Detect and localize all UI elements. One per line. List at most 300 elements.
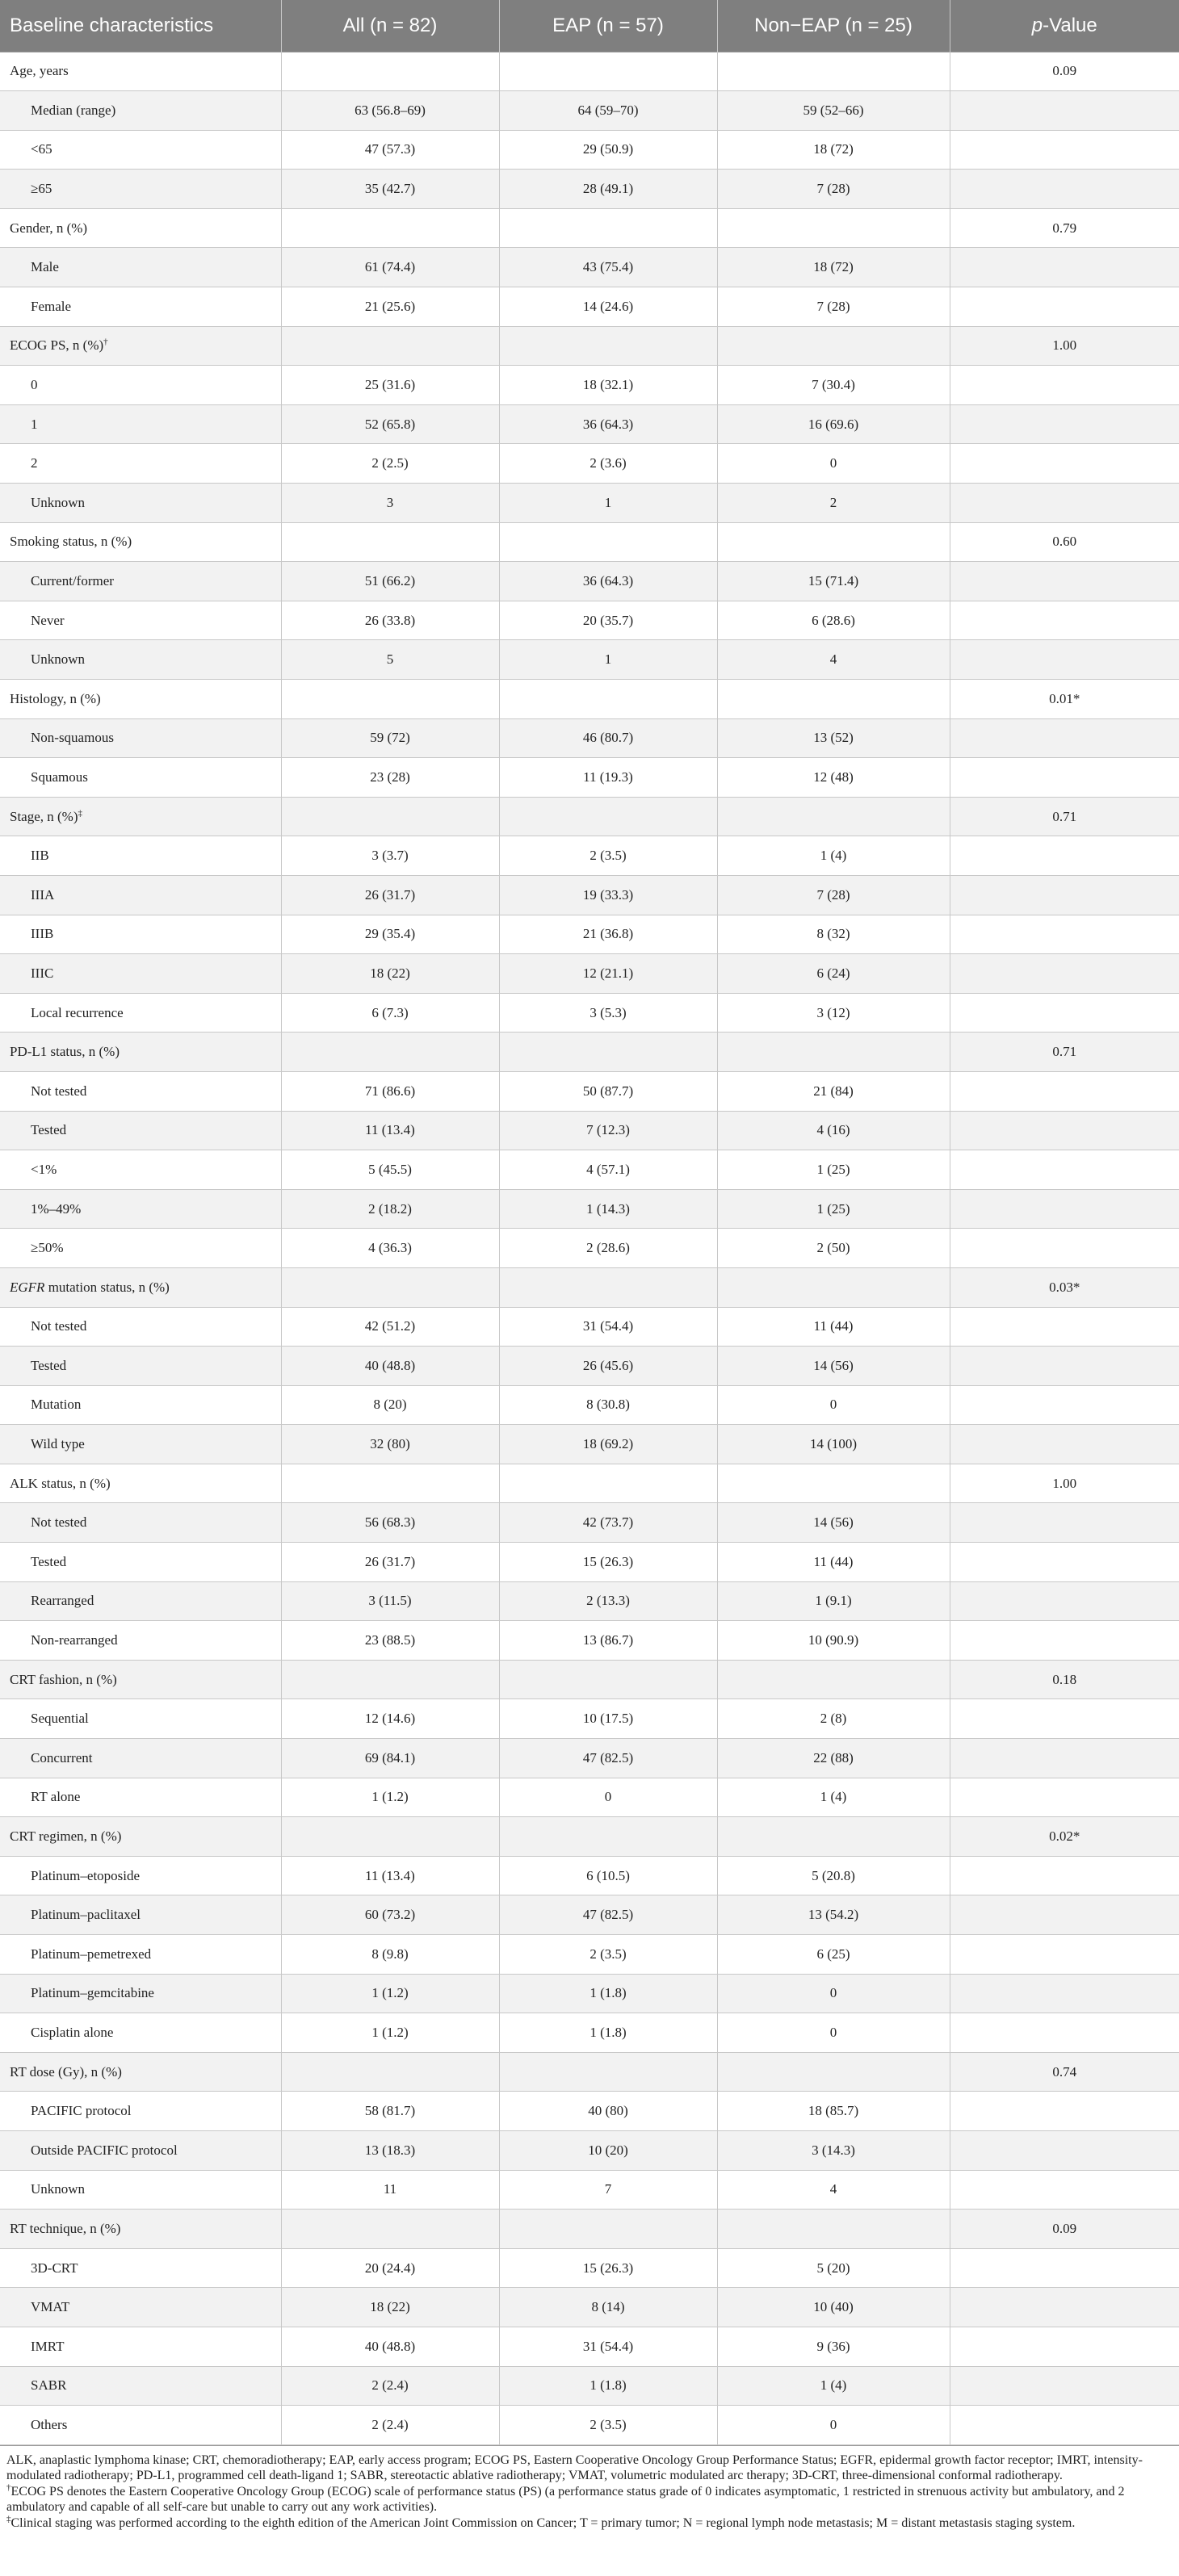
all-cell	[281, 1660, 499, 1699]
label-text: Mutation	[31, 1397, 82, 1413]
p-value-cell	[950, 1307, 1179, 1347]
all-cell: 23 (88.5)	[281, 1621, 499, 1661]
all-cell: 26 (31.7)	[281, 1543, 499, 1582]
eap-cell: 31 (54.4)	[499, 1307, 717, 1347]
label-text: Unknown	[31, 2181, 86, 2197]
row-label-cell	[0, 1935, 281, 1975]
all-cell: 11	[281, 2170, 499, 2209]
label-text: Tested	[31, 1553, 67, 1569]
eap-cell	[499, 1817, 717, 1857]
all-cell	[281, 1267, 499, 1307]
p-value-cell	[950, 2406, 1179, 2445]
table-group-row	[0, 680, 1179, 719]
all-cell: 2 (18.2)	[281, 1189, 499, 1229]
row-label-cell	[0, 758, 281, 798]
row-label-cell	[0, 836, 281, 876]
table-row	[0, 601, 1179, 640]
eap-cell: 0	[499, 1778, 717, 1817]
eap-cell: 2 (28.6)	[499, 1229, 717, 1268]
row-label-cell	[0, 915, 281, 954]
p-value-cell	[950, 954, 1179, 994]
eap-cell	[499, 2052, 717, 2092]
label-text: IIIC	[31, 965, 54, 981]
non-eap-cell: 2 (50)	[717, 1229, 950, 1268]
row-label-cell	[0, 444, 281, 484]
table-row	[0, 1778, 1179, 1817]
non-eap-cell: 14 (100)	[717, 1425, 950, 1464]
group-label-cell	[0, 326, 281, 366]
eap-cell: 11 (19.3)	[499, 758, 717, 798]
p-value-cell	[950, 287, 1179, 327]
table-group-row	[0, 326, 1179, 366]
row-label-cell	[0, 1189, 281, 1229]
all-cell: 1 (1.2)	[281, 1974, 499, 2013]
footnote-staging-text: Clinical staging was performed according to the eighth edition of the American Joint Commission on Cancer; T = primary tumor; N = regional lymph node metastasis; M = distant metastasis staging system.	[10, 2515, 1076, 2530]
header-row	[0, 0, 1179, 52]
table-row	[0, 1071, 1179, 1111]
label-text: ≥50%	[31, 1240, 64, 1256]
row-label-cell	[0, 366, 281, 405]
header-p-italic: p	[1031, 14, 1043, 36]
table-row	[0, 2170, 1179, 2209]
table-row	[0, 758, 1179, 798]
all-cell: 8 (9.8)	[281, 1935, 499, 1975]
all-cell: 11 (13.4)	[281, 1111, 499, 1150]
table-row	[0, 2248, 1179, 2288]
eap-cell	[499, 1267, 717, 1307]
non-eap-cell	[717, 1660, 950, 1699]
table-row	[0, 444, 1179, 484]
label-text: IIIA	[31, 886, 55, 903]
table-row	[0, 91, 1179, 131]
label-text: Unknown	[31, 651, 86, 668]
label-text: <65	[31, 141, 52, 157]
p-value-cell	[950, 1621, 1179, 1661]
all-cell	[281, 2209, 499, 2249]
group-label-cell	[0, 1032, 281, 1072]
eap-cell: 18 (32.1)	[499, 366, 717, 405]
p-value-cell	[950, 836, 1179, 876]
p-value-cell	[950, 1581, 1179, 1621]
eap-cell: 1 (1.8)	[499, 1974, 717, 2013]
p-value-cell	[950, 2248, 1179, 2288]
all-cell	[281, 52, 499, 91]
group-label-cell	[0, 522, 281, 562]
table-row	[0, 1347, 1179, 1386]
eap-cell: 46 (80.7)	[499, 718, 717, 758]
label-text: Platinum–etoposide	[31, 1867, 141, 1883]
label-text: Platinum–paclitaxel	[31, 1907, 141, 1923]
non-eap-cell: 1 (4)	[717, 2366, 950, 2406]
all-cell: 3 (11.5)	[281, 1581, 499, 1621]
non-eap-cell: 21 (84)	[717, 1071, 950, 1111]
all-cell: 13 (18.3)	[281, 2130, 499, 2170]
label-text: Age, years	[10, 63, 69, 79]
footnote-marker: ‡	[78, 807, 83, 818]
non-eap-cell: 16 (69.6)	[717, 404, 950, 444]
eap-cell: 1 (1.8)	[499, 2366, 717, 2406]
label-text: Non-rearranged	[31, 1632, 118, 1648]
eap-cell	[499, 1464, 717, 1503]
all-cell: 26 (31.7)	[281, 875, 499, 915]
eap-cell: 1	[499, 640, 717, 680]
p-value-cell	[950, 2130, 1179, 2170]
label-text: ALK status, n (%)	[10, 1475, 111, 1491]
non-eap-cell: 7 (28)	[717, 287, 950, 327]
all-cell	[281, 2052, 499, 2092]
group-label-cell	[0, 1464, 281, 1503]
non-eap-cell: 11 (44)	[717, 1307, 950, 1347]
label-text: Stage, n (%)	[10, 808, 78, 824]
all-cell: 61 (74.4)	[281, 248, 499, 287]
label-text: Histology, n (%)	[10, 690, 101, 706]
table-group-row	[0, 797, 1179, 836]
non-eap-cell: 6 (24)	[717, 954, 950, 994]
footnote-ddagger-mark: ‡	[6, 2514, 11, 2524]
table-group-row	[0, 52, 1179, 91]
p-value-cell	[950, 1974, 1179, 2013]
all-cell: 18 (22)	[281, 954, 499, 994]
eap-cell: 8 (30.8)	[499, 1385, 717, 1425]
label-text: Male	[31, 259, 59, 275]
all-cell: 35 (42.7)	[281, 170, 499, 209]
eap-cell: 47 (82.5)	[499, 1739, 717, 1778]
all-cell: 32 (80)	[281, 1425, 499, 1464]
p-value-cell: 1.00	[950, 1464, 1179, 1503]
non-eap-cell: 6 (28.6)	[717, 601, 950, 640]
non-eap-cell: 5 (20.8)	[717, 1856, 950, 1895]
eap-cell: 15 (26.3)	[499, 1543, 717, 1582]
eap-cell: 7 (12.3)	[499, 1111, 717, 1150]
non-eap-cell: 8 (32)	[717, 915, 950, 954]
label-text: IIIB	[31, 926, 54, 942]
label-text: 1	[31, 416, 38, 432]
non-eap-cell: 4	[717, 640, 950, 680]
p-value-cell	[950, 1111, 1179, 1150]
non-eap-cell: 9 (36)	[717, 2327, 950, 2366]
non-eap-cell: 2 (8)	[717, 1699, 950, 1739]
non-eap-cell: 15 (71.4)	[717, 562, 950, 601]
p-value-cell	[950, 170, 1179, 209]
eap-cell: 26 (45.6)	[499, 1347, 717, 1386]
table-group-row	[0, 1032, 1179, 1072]
label-text: 1%–49%	[31, 1200, 82, 1217]
non-eap-cell: 22 (88)	[717, 1739, 950, 1778]
label-text: Median (range)	[31, 102, 116, 118]
row-label-cell	[0, 954, 281, 994]
p-value-cell	[950, 2288, 1179, 2327]
table-row	[0, 484, 1179, 523]
eap-cell: 4 (57.1)	[499, 1150, 717, 1190]
eap-cell: 28 (49.1)	[499, 170, 717, 209]
table-row	[0, 2092, 1179, 2131]
group-label-cell	[0, 1817, 281, 1857]
p-value-cell	[950, 915, 1179, 954]
row-label-cell	[0, 1895, 281, 1935]
table-row	[0, 1543, 1179, 1582]
table-row	[0, 1895, 1179, 1935]
p-value-cell	[950, 1739, 1179, 1778]
eap-cell: 20 (35.7)	[499, 601, 717, 640]
label-text: RT technique, n (%)	[10, 2220, 121, 2236]
eap-cell: 21 (36.8)	[499, 915, 717, 954]
row-label-cell	[0, 2248, 281, 2288]
non-eap-cell: 2	[717, 484, 950, 523]
all-cell	[281, 797, 499, 836]
label-text: Wild type	[31, 1436, 85, 1452]
eap-cell: 1	[499, 484, 717, 523]
eap-cell: 2 (3.5)	[499, 836, 717, 876]
table-group-row	[0, 522, 1179, 562]
non-eap-cell: 14 (56)	[717, 1503, 950, 1543]
eap-cell: 8 (14)	[499, 2288, 717, 2327]
row-label-cell	[0, 875, 281, 915]
table-row	[0, 562, 1179, 601]
eap-cell: 42 (73.7)	[499, 1503, 717, 1543]
table-row	[0, 1229, 1179, 1268]
label-text: PD-L1 status, n (%)	[10, 1044, 120, 1060]
non-eap-cell: 12 (48)	[717, 758, 950, 798]
p-value-cell	[950, 2366, 1179, 2406]
all-cell: 4 (36.3)	[281, 1229, 499, 1268]
eap-cell: 40 (80)	[499, 2092, 717, 2131]
non-eap-cell: 13 (52)	[717, 718, 950, 758]
footnote-marker: †	[103, 337, 108, 347]
eap-cell: 6 (10.5)	[499, 1856, 717, 1895]
label-text: mutation status, n (%)	[44, 1279, 170, 1295]
eap-cell: 47 (82.5)	[499, 1895, 717, 1935]
non-eap-cell	[717, 1032, 950, 1072]
all-cell	[281, 1032, 499, 1072]
row-label-cell	[0, 1581, 281, 1621]
p-value-cell: 0.60	[950, 522, 1179, 562]
all-cell	[281, 680, 499, 719]
non-eap-cell: 6 (25)	[717, 1935, 950, 1975]
non-eap-cell: 4	[717, 2170, 950, 2209]
p-value-cell: 0.74	[950, 2052, 1179, 2092]
eap-cell	[499, 208, 717, 248]
label-text: Squamous	[31, 769, 88, 785]
non-eap-cell	[717, 326, 950, 366]
table-group-row	[0, 1817, 1179, 1857]
eap-cell: 19 (33.3)	[499, 875, 717, 915]
non-eap-cell	[717, 1267, 950, 1307]
header-p-rest: -Value	[1043, 14, 1097, 36]
non-eap-cell: 1 (9.1)	[717, 1581, 950, 1621]
p-value-cell	[950, 718, 1179, 758]
table-row	[0, 1621, 1179, 1661]
table-row	[0, 1739, 1179, 1778]
label-text: Smoking status, n (%)	[10, 534, 132, 550]
non-eap-cell: 1 (4)	[717, 1778, 950, 1817]
row-label-cell	[0, 2013, 281, 2053]
p-value-cell: 1.00	[950, 326, 1179, 366]
footnote-staging	[6, 2515, 1171, 2531]
row-label-cell	[0, 404, 281, 444]
all-cell: 47 (57.3)	[281, 130, 499, 170]
table-row	[0, 2406, 1179, 2445]
footnote-dagger-mark: †	[6, 2482, 11, 2493]
non-eap-cell: 0	[717, 444, 950, 484]
p-value-cell	[950, 2170, 1179, 2209]
non-eap-cell: 1 (4)	[717, 836, 950, 876]
non-eap-cell	[717, 52, 950, 91]
eap-cell: 18 (69.2)	[499, 1425, 717, 1464]
non-eap-cell: 59 (52–66)	[717, 91, 950, 131]
all-cell: 71 (86.6)	[281, 1071, 499, 1111]
all-cell	[281, 522, 499, 562]
label-text: Unknown	[31, 494, 86, 510]
label-text: Gender, n (%)	[10, 220, 88, 236]
table-header	[0, 0, 1179, 52]
p-value-cell: 0.09	[950, 52, 1179, 91]
eap-cell: 12 (21.1)	[499, 954, 717, 994]
eap-cell: 64 (59–70)	[499, 91, 717, 131]
p-value-cell: 0.71	[950, 797, 1179, 836]
non-eap-cell: 3 (14.3)	[717, 2130, 950, 2170]
non-eap-cell	[717, 797, 950, 836]
group-label-cell	[0, 1660, 281, 1699]
label-text: Local recurrence	[31, 1004, 124, 1020]
label-text: Others	[31, 2416, 68, 2432]
all-cell: 1 (1.2)	[281, 2013, 499, 2053]
all-cell: 5 (45.5)	[281, 1150, 499, 1190]
non-eap-cell: 18 (85.7)	[717, 2092, 950, 2131]
table-row	[0, 1699, 1179, 1739]
p-value-cell	[950, 91, 1179, 131]
group-label-cell	[0, 2052, 281, 2092]
eap-cell: 50 (87.7)	[499, 1071, 717, 1111]
row-label-cell	[0, 1385, 281, 1425]
all-cell	[281, 326, 499, 366]
non-eap-cell	[717, 208, 950, 248]
non-eap-cell: 0	[717, 2013, 950, 2053]
label-text: Rearranged	[31, 1593, 94, 1609]
label-text: Platinum–pemetrexed	[31, 1946, 152, 1962]
all-cell: 52 (65.8)	[281, 404, 499, 444]
label-text: Not tested	[31, 1083, 87, 1099]
non-eap-cell: 11 (44)	[717, 1543, 950, 1582]
all-cell: 42 (51.2)	[281, 1307, 499, 1347]
label-text: <1%	[31, 1161, 57, 1177]
all-cell: 2 (2.4)	[281, 2366, 499, 2406]
table-row	[0, 954, 1179, 994]
non-eap-cell	[717, 522, 950, 562]
table-row	[0, 2013, 1179, 2053]
header-eap: EAP (n = 57)	[499, 0, 717, 52]
non-eap-cell: 14 (56)	[717, 1347, 950, 1386]
header-baseline-characteristics: Baseline characteristics	[0, 0, 281, 52]
p-value-cell	[950, 484, 1179, 523]
table-group-row	[0, 1660, 1179, 1699]
p-value-cell	[950, 1229, 1179, 1268]
eap-cell: 15 (26.3)	[499, 2248, 717, 2288]
p-value-cell: 0.09	[950, 2209, 1179, 2249]
non-eap-cell: 18 (72)	[717, 248, 950, 287]
row-label-cell	[0, 1111, 281, 1150]
label-text: Platinum–gemcitabine	[31, 1985, 154, 2001]
p-value-cell	[950, 758, 1179, 798]
row-label-cell	[0, 601, 281, 640]
p-value-cell	[950, 2092, 1179, 2131]
all-cell: 40 (48.8)	[281, 2327, 499, 2366]
row-label-cell	[0, 248, 281, 287]
row-label-cell	[0, 2130, 281, 2170]
table-row	[0, 287, 1179, 327]
all-cell: 3	[281, 484, 499, 523]
table-group-row	[0, 2209, 1179, 2249]
row-label-cell	[0, 1778, 281, 1817]
table-row	[0, 915, 1179, 954]
non-eap-cell: 4 (16)	[717, 1111, 950, 1150]
all-cell: 8 (20)	[281, 1385, 499, 1425]
non-eap-cell: 1 (25)	[717, 1189, 950, 1229]
row-label-cell	[0, 1856, 281, 1895]
row-label-cell	[0, 993, 281, 1032]
table-row	[0, 1856, 1179, 1895]
eap-cell: 36 (64.3)	[499, 562, 717, 601]
all-cell: 69 (84.1)	[281, 1739, 499, 1778]
all-cell: 12 (14.6)	[281, 1699, 499, 1739]
eap-cell: 7	[499, 2170, 717, 2209]
all-cell: 58 (81.7)	[281, 2092, 499, 2131]
all-cell: 40 (48.8)	[281, 1347, 499, 1386]
table-row	[0, 404, 1179, 444]
eap-cell: 29 (50.9)	[499, 130, 717, 170]
row-label-cell	[0, 2327, 281, 2366]
all-cell: 18 (22)	[281, 2288, 499, 2327]
footnote-ecog-text: ECOG PS denotes the Eastern Cooperative Oncology Group (ECOG) scale of performance status (PS) (a performance status grade of 0 indicates asymptomatic, 1 restricted in strenuous activity but ambulatory, and 2 ambulatory and capable of all self-care but unable to carry out any work activities).	[6, 2484, 1125, 2514]
eap-cell	[499, 52, 717, 91]
table-row	[0, 170, 1179, 209]
table-row	[0, 1150, 1179, 1190]
row-label-cell	[0, 1150, 281, 1190]
table-group-row	[0, 208, 1179, 248]
p-value-cell: 0.01*	[950, 680, 1179, 719]
p-value-cell	[950, 248, 1179, 287]
p-value-cell	[950, 601, 1179, 640]
eap-cell: 1 (14.3)	[499, 1189, 717, 1229]
label-text: RT alone	[31, 1789, 81, 1805]
group-label-cell	[0, 797, 281, 836]
table-row	[0, 640, 1179, 680]
all-cell: 29 (35.4)	[281, 915, 499, 954]
p-value-cell: 0.02*	[950, 1817, 1179, 1857]
all-cell: 51 (66.2)	[281, 562, 499, 601]
eap-cell: 2 (3.5)	[499, 1935, 717, 1975]
eap-cell: 31 (54.4)	[499, 2327, 717, 2366]
footnote-ecog	[6, 2484, 1171, 2515]
non-eap-cell: 7 (30.4)	[717, 366, 950, 405]
label-text: PACIFIC protocol	[31, 2103, 132, 2119]
eap-cell: 10 (20)	[499, 2130, 717, 2170]
non-eap-cell	[717, 2052, 950, 2092]
table-row	[0, 836, 1179, 876]
label-italic: EGFR	[10, 1279, 45, 1295]
p-value-cell	[950, 1347, 1179, 1386]
non-eap-cell: 7 (28)	[717, 875, 950, 915]
eap-cell	[499, 1660, 717, 1699]
all-cell	[281, 1817, 499, 1857]
all-cell: 60 (73.2)	[281, 1895, 499, 1935]
row-label-cell	[0, 1974, 281, 2013]
table-row	[0, 1385, 1179, 1425]
p-value-cell	[950, 1895, 1179, 1935]
eap-cell	[499, 326, 717, 366]
label-text: VMAT	[31, 2299, 70, 2315]
all-cell	[281, 208, 499, 248]
p-value-cell	[950, 1071, 1179, 1111]
